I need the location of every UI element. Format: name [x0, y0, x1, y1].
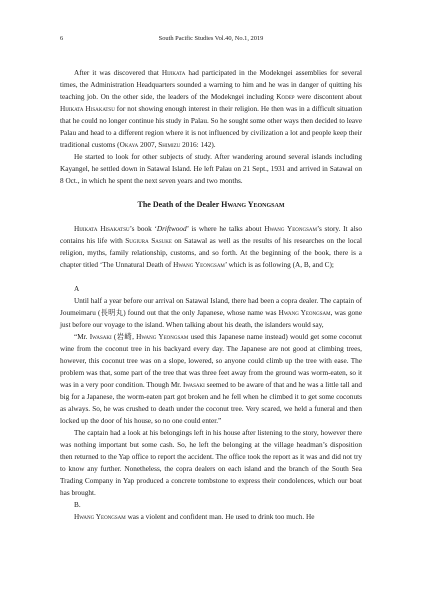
running-head: [60, 33, 362, 45]
journal-title: South Pacific Studies Vol.40, No.1, 2019: [158, 35, 264, 42]
paragraph-violent-man: Hwang Yeongsam was a violent and confident man. He used to drink too much. He: [74, 513, 315, 521]
page-number: 6: [60, 35, 64, 42]
paragraph-islander-quote: “Mr. Iwasaki (岩崎, Hwang Yeongsam used this Japanese name instead) would get some coconut wine from the coconut tree in his backyard every day. The Japanese are not good at climbing trees, however, this coconut tree was on a slope, lowered, so anyone could climb up the tree with ease. The problem was that, some part of the tree that was three feet away from the ground was worm-eaten, so it was in a very poor condition. Though Mr. Iwasaki seemed to be aware of that and he was a little tall and big for a Japanese, the worm-eaten part got broken and he fell when he climbed it to get some coconuts as always. So, he was crushed to death under the coconut tree. Very scared, we held a funeral and then locked up the door of his house, so no one could enter.”: [60, 333, 362, 425]
section-heading: The Death of the Dealer Hwang Yeongsam: [137, 200, 285, 209]
paragraph-driftwood-book: Hijikata Hisakatsu’s book ‘Driftwood’ is where he talks about Hwang Yeongsam’s story. It also contains his life with Sugiura Sasuke on Satawal as well as the results of his researches on the local religion, myths, family relationship, customs, and so forth. At the beginning of the book, there is a chapter titled ‘The Unnatural Death of Hwang Yeongsam’ which is as following (A, B, and C);: [60, 225, 362, 269]
quote-label-b: B.: [74, 501, 81, 509]
paragraph-satawal-arrival: He started to look for other subjects of study. After wandering around several islands including Kayangel, he settled down in Satawal Island. He left Palau on 21 Sept., 1931 and arrived in Satawal on 8 Oct., in which he spent the next seven years and two months.: [60, 153, 362, 185]
paragraph-captain-report: The captain had a look at his belongings left in his house after listening to the story, however there was nothing important but some cash. So, he left the belonging at the village headman’s disposition then returned to the Yap office to report the accident. The office took the report as it was and did not try to know any further. Nonetheless, the copra dealers on each island and the branch of the South Sea Trading Company in Yap produced a concrete tombstone to express their condolences, which our boat has brought.: [60, 429, 362, 497]
quote-label-a: A: [74, 285, 80, 293]
paragraph-gap: [60, 271, 362, 283]
paragraph-copra-dealer: Until half a year before our arrival on Satawal Island, there had been a copra dealer. The captain of Joumeimaru (長明丸) found out that the only Japanese, whose name was Hwang Yeongsam, was gone just before our voyage to the island. When talking about his death, the islanders would say,: [60, 297, 362, 329]
body-text: [60, 67, 362, 523]
paragraph-hijikata-warning: After it was discovered that Hijikata had participated in the Modekngei assemblies for several times, the Administration Headquarters sounded a warning to him and he was in danger of quitting his teaching job. On the other side, the leaders of the Modekngei including Kodep were discontent about Hijikata Hisakatsu for not showing enough interest in their religion. He then was in a difficult situation that he could no longer continue his study in Palau. So he sought some other ways then decided to leave Palau and head to a different region where it is not influenced by civilization a lot and people keep their traditional customs (Okaya 2007, Shimizu 2016: 142).: [60, 69, 362, 149]
